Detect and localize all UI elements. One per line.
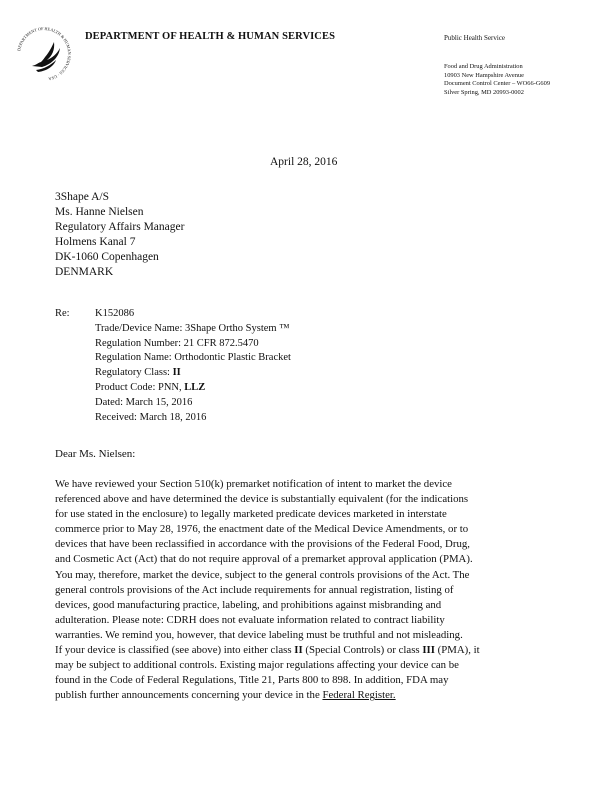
svg-text:DEPARTMENT OF HEALTH & HUMAN S: DEPARTMENT OF HEALTH & HUMAN SERVICES · USA bbox=[16, 25, 73, 82]
paragraph-line: devices that have been reclassified in accordance with the provisions of the Federal Food, Drug, bbox=[55, 538, 470, 551]
service-name: Public Health Service bbox=[444, 34, 506, 42]
recipient-address bbox=[55, 190, 184, 280]
department-heading: DEPARTMENT OF HEALTH & HUMAN SERVICES bbox=[85, 31, 336, 42]
recipient-line: DENMARK bbox=[55, 266, 114, 278]
body-paragraph-2 bbox=[55, 643, 575, 703]
product-code bbox=[55, 381, 291, 396]
paragraph-line: found in the Code of Federal Regulations, Title 21, Parts 800 to 898. In addition, FDA may bbox=[55, 674, 449, 687]
regulation-number: Regulation Number: 21 CFR 872.5470 bbox=[95, 337, 259, 349]
salutation: Dear Ms. Nielsen: bbox=[55, 448, 136, 460]
recipient-line: Ms. Hanne Nielsen bbox=[55, 206, 144, 218]
paragraph-line: referenced above and have determined the device is substantially equivalent (for the indications bbox=[55, 493, 469, 506]
paragraph-line bbox=[55, 643, 575, 658]
regulatory-class bbox=[55, 366, 291, 381]
text-run: (Special Controls) or class bbox=[302, 644, 423, 656]
recipient-line: Holmens Kanal 7 bbox=[55, 236, 136, 248]
k-number: K152086 bbox=[95, 308, 135, 319]
agency-line: Document Control Center – WO66-G609 bbox=[444, 80, 551, 87]
text-run: (PMA), it bbox=[434, 644, 480, 656]
class-iii-bold: III bbox=[422, 644, 435, 656]
paragraph-line: and Cosmetic Act (Act) that do not require approval of a premarket approval application (PMA). bbox=[55, 553, 473, 566]
trade-device-name: Trade/Device Name: 3Shape Ortho System ™ bbox=[95, 322, 290, 334]
recipient-line: 3Shape A/S bbox=[55, 191, 109, 203]
regulatory-class-value: II bbox=[172, 367, 181, 379]
dated: Dated: March 15, 2016 bbox=[95, 396, 193, 408]
regulation-name: Regulation Name: Orthodontic Plastic Bracket bbox=[95, 352, 291, 364]
paragraph-line: may be subject to additional controls. Existing major regulations affecting your device can be bbox=[55, 659, 459, 672]
regulatory-class-label: Regulatory Class: bbox=[95, 367, 173, 379]
agency-line: 10903 New Hampshire Avenue bbox=[444, 71, 524, 79]
re-label: Re: bbox=[55, 308, 70, 319]
class-ii-bold: II bbox=[294, 644, 303, 656]
product-code-label: Product Code: PNN, bbox=[95, 381, 185, 393]
text-run: publish further announcements concerning your device in the bbox=[55, 689, 323, 702]
federal-register-link[interactable]: Federal Register. bbox=[322, 689, 396, 702]
paragraph-line bbox=[55, 688, 575, 703]
letter-date: April 28, 2016 bbox=[270, 156, 338, 168]
paragraph-line: for use stated in the enclosure) to legally marketed predicate devices marketed in interstate bbox=[55, 508, 447, 521]
paragraph-line: You may, therefore, market the device, subject to the general controls provisions of the Act. The bbox=[55, 568, 470, 581]
text-run: If your device is classified (see above) into either class bbox=[55, 644, 295, 656]
received: Received: March 18, 2016 bbox=[95, 411, 207, 423]
paragraph-line: warranties. We remind you, however, that device labeling must be truthful and not misleading. bbox=[55, 628, 463, 641]
paragraph-line: We have reviewed your Section 510(k) premarket notification of intent to market the device bbox=[55, 478, 452, 490]
agency-address bbox=[444, 63, 550, 97]
body-paragraph-1 bbox=[55, 477, 575, 643]
paragraph-line: general controls provisions of the Act include requirements for annual registration, listing of bbox=[55, 583, 454, 596]
paragraph-line: adulteration. Please note: CDRH does not evaluate information related to contract liability bbox=[55, 613, 445, 626]
recipient-line: DK-1060 Copenhagen bbox=[55, 251, 159, 263]
hhs-seal-logo bbox=[14, 24, 74, 84]
agency-line: Food and Drug Administration bbox=[444, 63, 523, 70]
agency-line: Silver Spring, MD 20993-0002 bbox=[444, 88, 524, 96]
paragraph-line: commerce prior to May 28, 1976, the enactment date of the Medical Device Amendments, or to bbox=[55, 523, 469, 536]
paragraph-line: devices, good manufacturing practice, labeling, and prohibitions against misbranding and bbox=[55, 598, 442, 611]
product-code-bold: LLZ bbox=[184, 381, 206, 393]
recipient-line: Regulatory Affairs Manager bbox=[55, 221, 185, 233]
reference-block bbox=[55, 307, 291, 425]
